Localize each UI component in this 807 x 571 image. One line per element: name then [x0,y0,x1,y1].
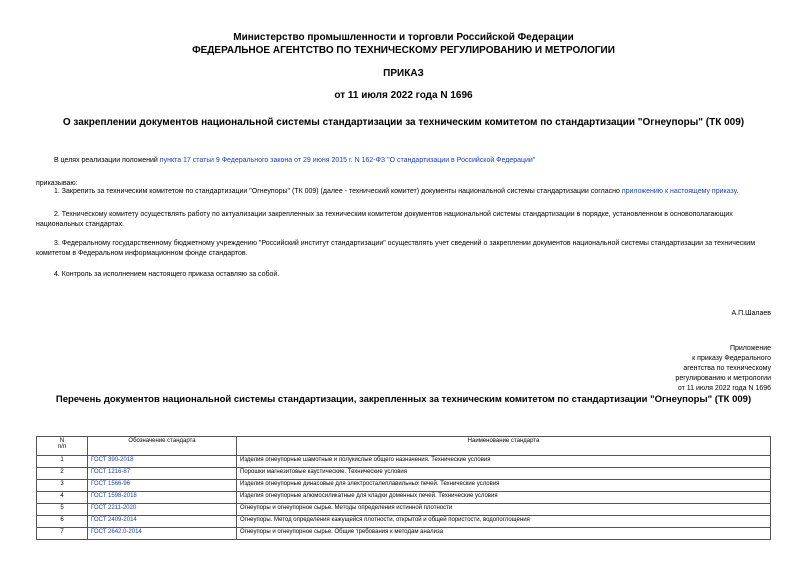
order-item-1 [54,187,738,197]
document-date: от 11 июля 2022 года N 1696 [334,90,473,101]
row-number: 4 [37,492,88,504]
table-row [37,516,771,528]
order-item-2: 2. Техническому комитету осуществлять работу по актуализации закрепленных за техническим комитетом документов национальной системы стандартизации в порядке, установленном в основополагающих национальных стандартах. [36,211,733,228]
row-number: 2 [37,468,88,480]
signature: А.П.Шалаев [731,310,771,317]
standard-link[interactable]: ГОСТ 390-2018 [91,457,134,463]
standard-link[interactable]: ГОСТ 2211-2020 [91,505,137,511]
row-code [88,528,237,540]
header-name: Наименование стандарта [237,437,771,456]
row-name: Огнеупоры и огнеупорное сырье. Методы определения истинной плотности [237,504,771,516]
order-item-1-text: 1. Закрепить за техническим комитетом по стандартизации "Огнеупоры" (ТК 009) (далее - технический комитет) документы национальной системы стандартизации согласно [54,188,622,195]
agency-name: ФЕДЕРАЛЬНОЕ АГЕНТСТВО ПО ТЕХНИЧЕСКОМУ РЕГУЛИРОВАНИЮ И МЕТРОЛОГИИ [192,45,615,56]
appendix-line-1: Приложение [729,345,771,352]
table-row [37,492,771,504]
row-code [88,456,237,468]
appendix-header [675,344,771,394]
document-type: ПРИКАЗ [383,68,424,79]
table-row [37,504,771,516]
row-number: 7 [37,528,88,540]
appendix-line-3: агентства по техническому [683,365,771,372]
row-name: Изделия огнеупорные алюмосиликатные для кладки доменных печей. Технические условия [237,492,771,504]
row-number: 5 [37,504,88,516]
appendix-line-4: регулированию и метрологии [675,375,771,382]
appendix-title: Перечень документов национальной системы стандартизации, закрепленных за техническим комитетом по стандартизации "Огнеупоры" (ТК 009) [55,394,752,405]
row-number: 6 [37,516,88,528]
row-name: Огнеупоры. Метод определения кажущейся плотности, открытой и общей пористости, водопоглощения [237,516,771,528]
preamble [54,156,535,166]
appendix-line-2: к приказу Федерального [692,355,771,362]
row-code [88,504,237,516]
standard-link[interactable]: ГОСТ 1566-96 [91,481,131,487]
row-name: Огнеупоры и огнеупорное сырье. Общие требования к методам анализа [237,528,771,540]
row-number: 1 [37,456,88,468]
row-name: Порошки магнезитовые каустические. Технические условия [237,468,771,480]
appendix-line-5: от 11 июля 2022 года N 1696 [677,385,771,392]
row-code [88,492,237,504]
standard-link[interactable]: ГОСТ 2409-2014 [91,517,137,523]
row-code [88,480,237,492]
standard-link[interactable]: ГОСТ 1598-2018 [91,493,137,499]
row-number: 3 [37,480,88,492]
header-number-line-1: N [59,438,65,444]
order-item-3: 3. Федеральному государственному бюджетному учреждению "Российский институт стандартизации" осуществлять учет сведений о закреплении документов национальной системы стандартизации за техническим комитетом в Федеральном информационном фонде стандартов. [36,240,756,257]
table-header-row [37,437,771,456]
ministry-name: Министерство промышленности и торговли Российской Федерации [233,32,574,43]
preamble-text: В целях реализации положений [54,157,160,164]
row-name: Изделия огнеупорные шамотные и полукислые общего назначения. Технические условия [237,456,771,468]
header-code: Обозначение стандарта [88,437,237,456]
table-row [37,480,771,492]
header-number-line-2: п/п [57,444,67,450]
table-row [37,456,771,468]
row-code [88,516,237,528]
document-title: О закреплении документов национальной системы стандартизации за техническим комитетом по стандартизации "Огнеупоры" (ТК 009) [62,117,745,128]
standard-link[interactable]: ГОСТ 1216-87 [91,469,131,475]
row-code [88,468,237,480]
table-row [37,528,771,540]
law-link[interactable]: пункта 17 статьи 9 Федерального закона от 29 июня 2015 г. N 162-ФЗ "О стандартизации в Российской Федерации" [159,157,536,164]
order-word: приказываю: [36,180,78,187]
row-name: Изделия огнеупорные динасовые для электросталеплавильных печей. Технические условия [237,480,771,492]
appendix-link[interactable]: приложению к настоящему приказу [621,188,737,195]
header-number [37,437,88,456]
standards-table [36,436,771,540]
order-item-4: 4. Контроль за исполнением настоящего приказа оставляю за собой. [54,271,280,278]
order-item-1-end: . [736,188,739,195]
table-row [37,468,771,480]
standard-link[interactable]: ГОСТ 2642.0-2014 [91,529,142,535]
